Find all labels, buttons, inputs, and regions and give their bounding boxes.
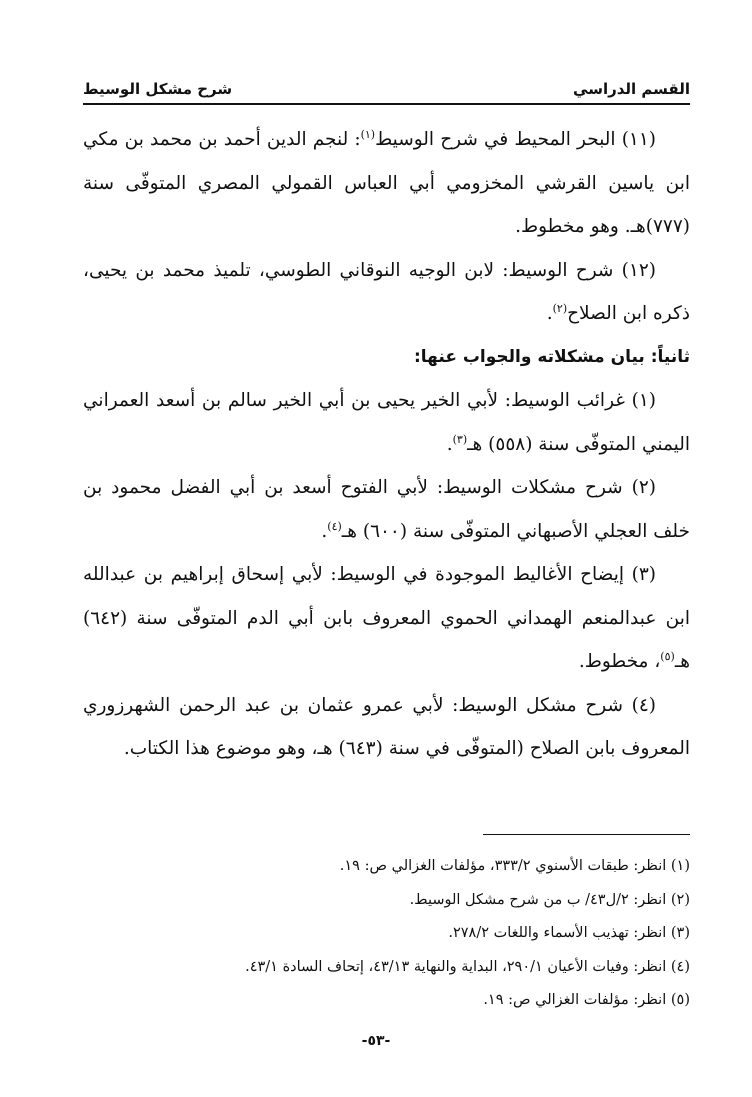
paragraph-text: (١) غرائب الوسيط: لأبي الخير يحيى بن أبي الخير سالم بن أسعد العمراني اليمني المتوفّى سنة (٥٥٨) هـ [83, 390, 690, 455]
footnote-ref-4: (٤) [327, 519, 342, 533]
paragraph-text: (٢) شرح مشكلات الوسيط: لأبي الفتوح أسعد بن أبي الفضل محمود بن خلف العجلي الأصبهاني المتوفّى سنة (٦٠٠) هـ [83, 477, 690, 542]
footnotes [83, 850, 690, 1018]
paragraph-text: . [446, 433, 453, 455]
footnote-4: (٤) انظر: وفيات الأعيان ٢٩٠/١، البداية والنهاية ٤٣/١٣، إتحاف السادة ٤٣/١. [245, 958, 690, 975]
paragraph-text: (١٢) شرح الوسيط: لابن الوجيه النوقاني الطوسي، تلميذ محمد بن يحيى، ذكره ابن الصلاح [83, 259, 690, 324]
footnote-ref-1: (١) [360, 127, 376, 141]
footnote-2: (٢) انظر: ٢/ل٤٣/ ب من شرح مشكل الوسيط. [409, 891, 690, 908]
paragraph-2 [83, 466, 690, 553]
paragraph-4: (٤) شرح مشكل الوسيط: لأبي عمرو عثمان بن عبد الرحمن الشهرزوري المعروف بابن الصلاح (المتوفّى في سنة (٦٤٣) هـ، وهو موضوع هذا الكتاب. [83, 694, 690, 759]
paragraph-11 [83, 118, 690, 249]
paragraph-text: . [546, 303, 553, 324]
header-rule [83, 103, 690, 105]
paragraph-12 [83, 249, 690, 336]
paragraph-text: . [321, 520, 328, 542]
footnote-ref-2: (٢) [552, 301, 568, 315]
paragraph-text: : لنجم الدين أحمد بن محمد بن مكي ابن ياسين القرشي المخزومي أبي العباس القمولي المصري المتوفّى سنة (٧٧٧)هـ. وهو مخطوط. [83, 129, 690, 237]
page-number: -٥٣- [361, 1033, 391, 1049]
paragraph-text: ، مخطوط. [578, 651, 661, 672]
footnote-3: (٣) انظر: تهذيب الأسماء واللغات ٢٧٨/٢. [448, 925, 690, 941]
paragraph-text: (١١) البحر المحيط في شرح الوسيط [375, 129, 657, 150]
section-title: القسم الدراسي [573, 80, 690, 98]
footnote-ref-5: (٥) [660, 649, 675, 663]
footnote-ref-3: (٣) [452, 432, 468, 446]
main-text [83, 118, 690, 771]
footnote-5: (٥) انظر: مؤلفات الغزالي ص: ١٩. [483, 992, 690, 1008]
footnote-separator [483, 834, 690, 835]
footnote-1: (١) انظر: طبقات الأسنوي ٣٣٣/٢، مؤلفات الغزالي ص: ١٩. [339, 858, 690, 874]
paragraph-3 [83, 553, 690, 684]
book-title: شرح مشكل الوسيط [83, 80, 233, 98]
running-header [83, 72, 690, 98]
section-heading: ثانياً: بيان مشكلاته والجواب عنها: [413, 346, 690, 367]
paragraph-text: (٣) إيضاح الأغاليط الموجودة في الوسيط: لأبي إسحاق إبراهيم بن عبدالله ابن عبدالمنعم الهمداني الحموي المعروف بابن أبي الدم المتوفّى سنة (٦٤٢) هـ [83, 564, 690, 672]
paragraph-1 [83, 379, 690, 466]
